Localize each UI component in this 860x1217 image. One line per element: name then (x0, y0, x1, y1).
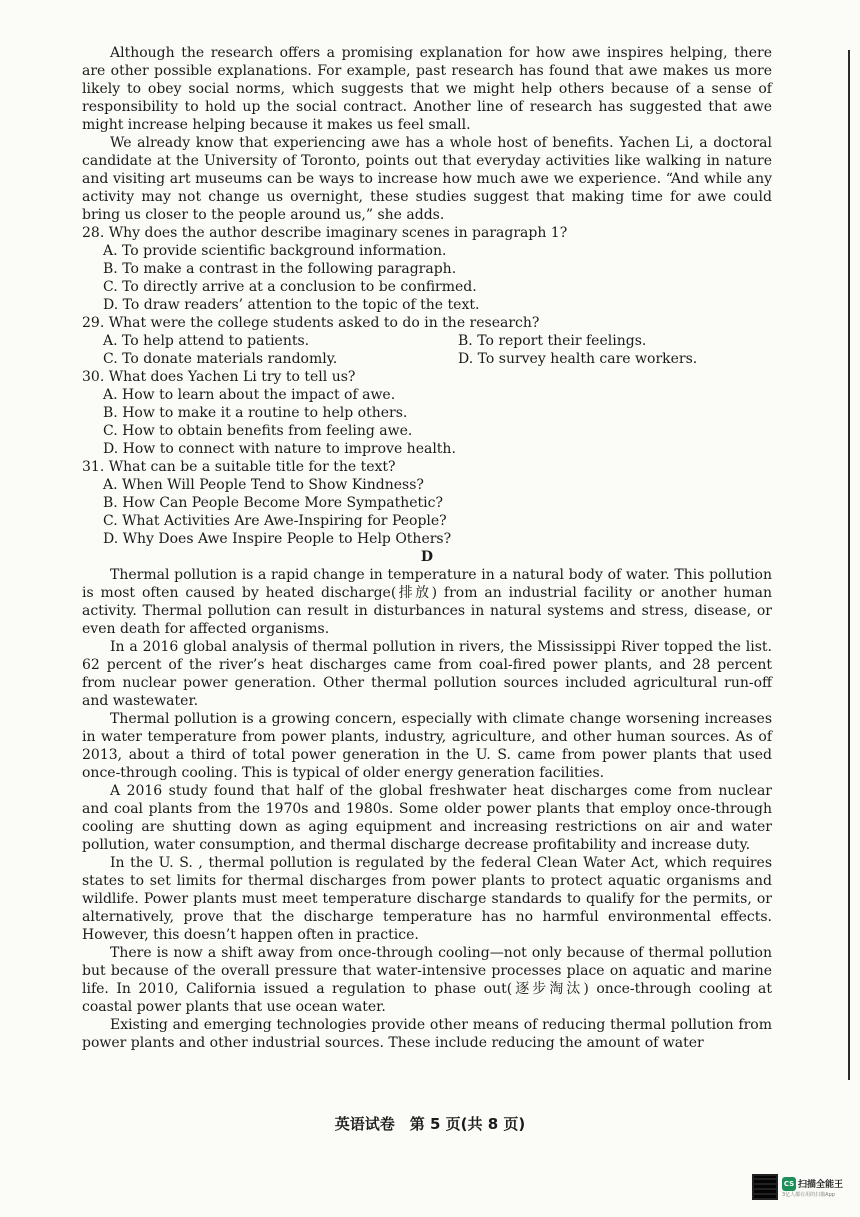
paragraph: Existing and emerging technologies provide other means of reducing thermal pollution from power plants and other industrial sources. These include reducing the amount of water (82, 1017, 772, 1051)
option-c: C. To donate materials randomly. (103, 351, 338, 367)
scanner-watermark (752, 1170, 848, 1204)
option-d: D. To draw readers’ attention to the topic of the text. (103, 297, 480, 313)
question-31 (82, 458, 772, 548)
option-b: B. How to make it a routine to help others. (103, 405, 408, 421)
paragraph: Although the research offers a promising explanation for how awe inspires helping, there are other possible explanations. For example, past research has found that awe makes us more likely to obey social norms, which suggests that we might help others because of a sense of responsibility to hold up the social contract. Another line of research has suggested that awe might increase helping because it makes us feel small. (82, 45, 772, 133)
page-edge-line (848, 50, 850, 1080)
option-b: B. To make a contrast in the following paragraph. (103, 261, 457, 277)
question-28 (82, 224, 772, 314)
question-stem: 31. What can be a suitable title for the text? (82, 459, 396, 475)
paragraph: A 2016 study found that half of the global freshwater heat discharges come from nuclear and coal plants from the 1970s and 1980s. Some older power plants that employ once-through cooling are shutting down as aging equipment and increasing restrictions on air and water pollution, water consumption, and thermal discharge decrease profitability and increase duty. (82, 783, 772, 853)
option-d: D. How to connect with nature to improve health. (103, 441, 456, 457)
option-c: C. How to obtain benefits from feeling awe. (103, 423, 413, 439)
paragraph: In a 2016 global analysis of thermal pollution in rivers, the Mississippi River topped the list. 62 percent of the river’s heat discharges came from coal-fired power plants, and 28 percent from nuclear power generation. Other thermal pollution sources included agricultural run-off and wastewater. (82, 639, 772, 709)
option-b: B. To report their feelings. (458, 333, 647, 349)
option-d: D. Why Does Awe Inspire People to Help Others? (103, 531, 452, 547)
option-b: B. How Can People Become More Sympathetic? (103, 495, 443, 511)
paragraph: There is now a shift away from once-through cooling—not only because of thermal pollution but because of the overall pressure that water-intensive processes place on aquatic and marine life. In 2010, California issued a regulation to phase out(逐步淘汰) once-through cooling at coastal power plants that use ocean water. (82, 945, 772, 1015)
page-footer: 英语试卷 第 5 页(共 8 页) (334, 1115, 526, 1133)
option-d: D. To survey health care workers. (458, 351, 698, 367)
question-29 (82, 314, 772, 368)
option-a: A. When Will People Tend to Show Kindness? (103, 477, 424, 493)
qr-code-icon (752, 1174, 778, 1200)
cs-logo-icon: CS (782, 1177, 796, 1191)
question-stem: 30. What does Yachen Li try to tell us? (82, 369, 356, 385)
scanner-title: 扫描全能王 (798, 1180, 844, 1190)
question-stem: 28. Why does the author describe imaginary scenes in paragraph 1? (82, 225, 568, 241)
option-a: A. How to learn about the impact of awe. (103, 387, 396, 403)
question-30 (82, 368, 772, 458)
option-c: C. What Activities Are Awe-Inspiring for People? (103, 513, 447, 529)
scanner-subtitle: 3亿人都在用的扫描App (782, 1191, 835, 1198)
paragraph: In the U. S. , thermal pollution is regulated by the federal Clean Water Act, which requires states to set limits for thermal discharges from power plants to protect aquatic organisms and wildlife. Power plants must meet temperature discharge standards to qualify for the permits, or alternatively, prove that the discharge temperature has no harmful environmental effects. However, this doesn’t happen often in practice. (82, 855, 772, 943)
question-stem: 29. What were the college students asked to do in the research? (82, 315, 540, 331)
paragraph: We already know that experiencing awe has a whole host of benefits. Yachen Li, a doctoral candidate at the University of Toronto, points out that everyday activities like walking in nature and visiting art museums can be ways to increase how much awe we experience. “And while any activity may not change us overnight, these studies suggest that making time for awe could bring us closer to the people around us,” she adds. (82, 135, 772, 223)
option-c: C. To directly arrive at a conclusion to be confirmed. (103, 279, 477, 295)
section-letter-d: D (420, 549, 434, 565)
option-a: A. To provide scientific background information. (103, 243, 447, 259)
paragraph: Thermal pollution is a rapid change in temperature in a natural body of water. This pollution is most often caused by heated discharge(排放) from an industrial facility or another human activity. Thermal pollution can result in disturbances in natural systems and stress, disease, or even death for affected organisms. (82, 567, 772, 637)
paragraph: Thermal pollution is a growing concern, especially with climate change worsening increases in water temperature from power plants, industry, agriculture, and other human sources. As of 2013, about a third of total power generation in the U. S. came from power plants that used once-through cooling. This is typical of older energy generation facilities. (82, 711, 772, 781)
exam-page (82, 44, 772, 1052)
option-a: A. To help attend to patients. (103, 333, 310, 349)
